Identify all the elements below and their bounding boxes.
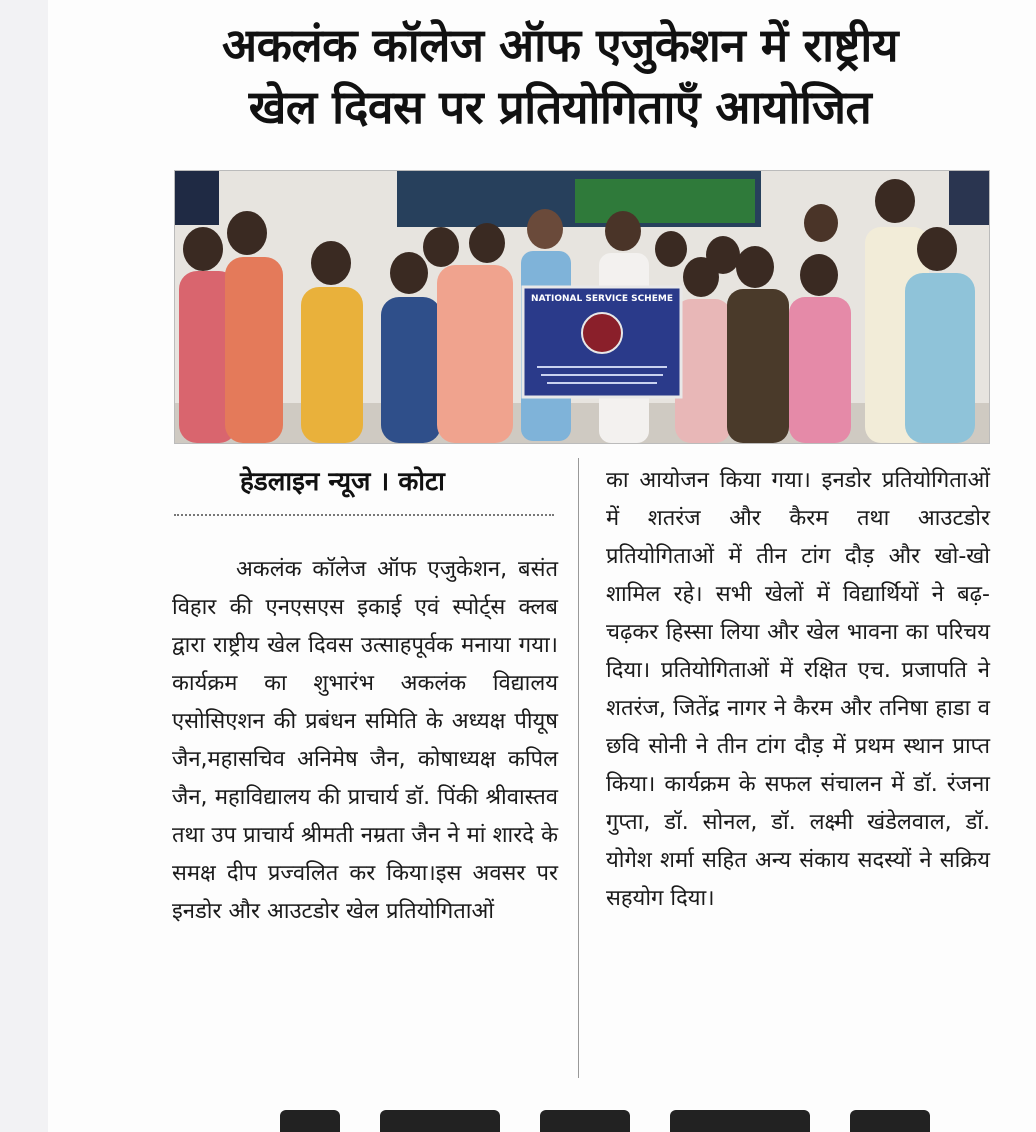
banner-title: NATIONAL SERVICE SCHEME [531, 294, 673, 304]
article-column-right: का आयोजन किया गया। इनडोर प्रतियोगिताओं में शतरंज और कैरम तथा आउटडोर प्रतियोगिताओं में तीन टांग दौड़ और खो-खो शामिल रहे। सभी खेलों में विद्यार्थियों ने बढ़-चढ़कर हिस्सा लिया और खेल भावना का परिचय दिया। प्रतियोगिताओं में रक्षित एच. प्रजापति ने शतरंज, जितेंद्र नागर ने कैरम और तनिषा हाडा व छवि सोनी ने तीन टांग दौड़ में प्रथम स्थान प्राप्त किया। कार्यक्रम के सफल संचालन में डॉ. रंजना गुप्ता, डॉ. सोनल, डॉ. लक्ष्मी खंडेलवाल, डॉ. योगेश शर्मा सहित अन्य संकाय सदस्यों ने सक्रिय सहयोग दिया। [606, 468, 990, 911]
group-photo [174, 170, 990, 444]
column-divider [578, 458, 579, 1078]
dateline: हेडलाइन न्यूज । कोटा [240, 467, 445, 497]
dotted-divider [174, 514, 554, 516]
headline-line-1: अकलंक कॉलेज ऑफ एजुकेशन में राष्ट्रीय [221, 18, 899, 72]
headline [120, 14, 1000, 138]
headline-line-2: खेल दिवस पर प्रतियोगिताएँ आयोजित [248, 80, 872, 134]
next-headline-fragment [280, 1110, 1020, 1132]
article-column-left: अकलंक कॉलेज ऑफ एजुकेशन, बसंत विहार की एनएसएस इकाई एवं स्पोर्ट्स क्लब द्वारा राष्ट्रीय खेल दिवस उत्साहपूर्वक मनाया गया। कार्यक्रम का शुभारंभ अकलंक विद्यालय एसोसिएशन की प्रबंधन समिति के अध्यक्ष पीयूष जैन,महासचिव अनिमेष जैन, कोषाध्यक्ष कपिल जैन, महाविद्यालय की प्राचार्य डॉ. पिंकी श्रीवास्तव तथा उप प्राचार्य श्रीमती नम्रता जैन ने मां शारदे के समक्ष दीप प्रज्वलित कर किया।इस अवसर पर इनडोर और आउटडोर खेल प्रतियोगिताओं [172, 557, 558, 924]
photo-illustration [175, 171, 989, 443]
